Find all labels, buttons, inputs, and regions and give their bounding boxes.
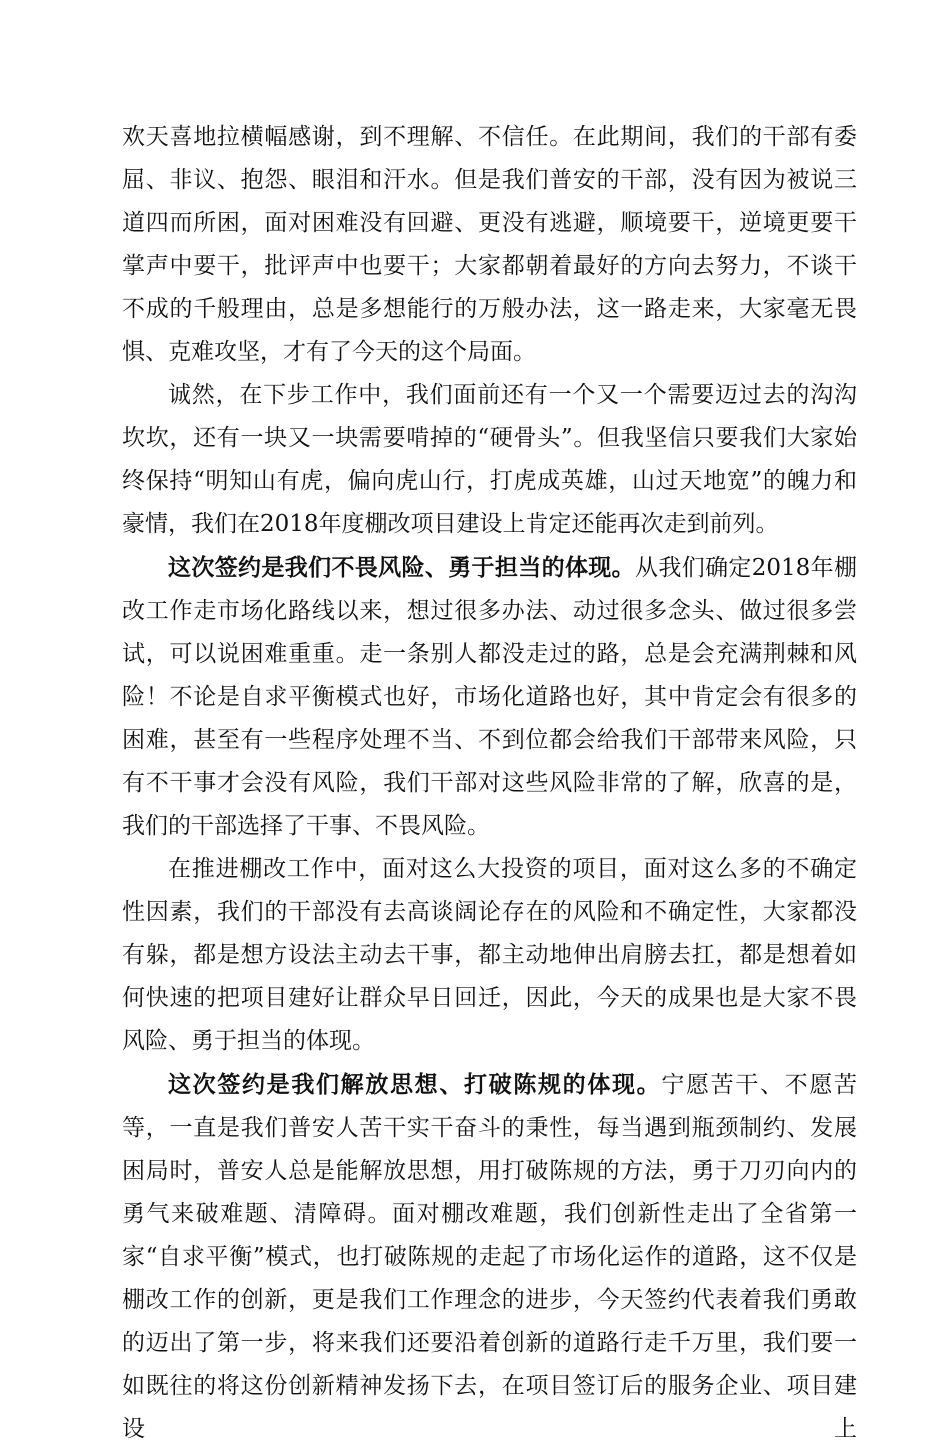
- paragraph-1-text: 欢天喜地拉横幅感谢，到不理解、不信任。在此期间，我们的干部有委屈、非议、抱怨、眼泪和汗水。但是我们普安的干部，没有因为被说三道四而所困，面对困难没有回避、更没有逃避，顺境要干，逆境更要干掌声中要干，批评声中也要干；大家都朝着最好的方向去努力，不谈干不成的千般理由，总是多想能行的万般办法，这一路走来，大家毫无畏惧、克难攻坚，才有了今天的这个局面。: [122, 124, 857, 365]
- paragraph-1: [122, 116, 857, 374]
- paragraph-5-bold-lead: 这次签约是我们解放思想、打破陈规的体现。: [168, 1071, 662, 1098]
- paragraph-5: [122, 1063, 857, 1451]
- paragraph-4-text: 在推进棚改工作中，面对这么大投资的项目，面对这么多的不确定性因素，我们的干部没有去高谈阔论存在的风险和不确定性，大家都没有躲，都是想方设法主动去干事，都主动地伸出肩膀去扛，都是想着如何快速的把项目建好让群众早日回迁，因此，今天的成果也是大家不畏风险、勇于担当的体现。: [122, 856, 857, 1054]
- paragraph-3-text: 从我们确定2018年棚改工作走市场化路线以来，想过很多办法、动过很多念头、做过很多尝试，可以说困难重重。走一条别人都没走过的路，总是会充满荆棘和风险！不论是自求平衡模式也好，市场化道路也好，其中肯定会有很多的困难，甚至有一些程序处理不当、不到位都会给我们干部带来风险，只有不干事才会没有风险，我们干部对这些风险非常的了解，欣喜的是，我们的干部选择了干事、不畏风险。: [122, 555, 857, 839]
- document-body: [122, 116, 857, 1451]
- paragraph-4: [122, 848, 857, 1063]
- paragraph-2-text: 诚然，在下步工作中，我们面前还有一个又一个需要迈过去的沟沟坎坎，还有一块又一块需要啃掉的“硬骨头”。但我坚信只要我们大家始终保持“明知山有虎，偏向虎山行，打虎成英雄，山过天地宽”的魄力和豪情，我们在2018年度棚改项目建设上肯定还能再次走到前列。: [122, 382, 857, 537]
- paragraph-2: [122, 374, 857, 546]
- paragraph-3-bold-lead: 这次签约是我们不畏风险、勇于担当的体现。: [168, 554, 636, 581]
- paragraph-3: [122, 546, 857, 848]
- paragraph-5-text: 宁愿苦干、不愿苦等，一直是我们普安人苦干实干奋斗的秉性，每当遇到瓶颈制约、发展困局时，普安人总是能解放思想，用打破陈规的方法，勇于刀刃向内的勇气来破难题、清障碍。面对棚改难题，我们创新性走出了全省第一家“自求平衡”模式，也打破陈规的走起了市场化运作的道路，这不仅是棚改工作的创新，更是我们工作理念的进步，今天签约代表着我们勇敢的迈出了第一步，将来我们还要沿着创新的道路行走千万里，我们要一如既往的将这份创新精神发扬下去，在项目签订后的服务企业、项目建设上: [122, 1072, 858, 1442]
